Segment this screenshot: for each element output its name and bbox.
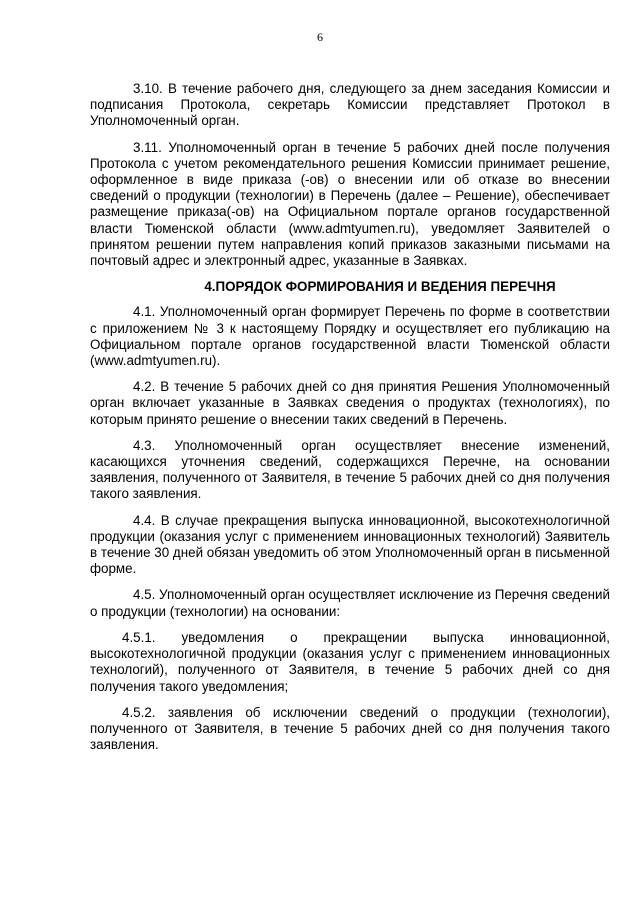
paragraph-4-4: 4.4. В случае прекращения выпуска инновационной, высокотехнологичной продукции (оказания услуг с применением инновационных технологий) Заявитель в течение 30 дней обязан уведомить об этом Уполномоченный орган в письменной форме. — [90, 512, 610, 577]
paragraph-4-2: 4.2. В течение 5 рабочих дней со дня принятия Решения Уполномоченный орган включает указанные в Заявках сведения о продуктах (технологиях), по которым принято решение о внесении таких сведений в Перечень. — [90, 379, 610, 427]
paragraph-3-11: 3.11. Уполномоченный орган в течение 5 рабочих дней после получения Протокола с учетом рекомендательного решения Комиссии принимает решение, оформленное в виде приказа (-ов) о внесении или об отказе во внесении сведений о продукции (технологии) в Перечень (далее – Решение), обеспечивает размещение приказа(-ов) на Официальном портале органов государственной власти Тюменской области (www.admtyumen.ru), уведомляет Заявителей о принятом решении путем направления копий приказов заказными письмами на почтовый адрес и электронный адрес, указанные в Заявках. — [90, 139, 610, 269]
paragraph-4-5-2: 4.5.2. заявления об исключении сведений о продукции (технологии), полученного от Заявителя, в течение 5 рабочих дней со дня получения такого заявления. — [90, 704, 610, 753]
section-heading: 4.ПОРЯДОК ФОРМИРОВАНИЯ И ВЕДЕНИЯ ПЕРЕЧНЯ — [204, 279, 556, 295]
page-number: 6 — [317, 30, 323, 44]
paragraph-4-3: 4.3. Уполномоченный орган осуществляет внесение изменений, касающихся уточнения сведений, содержащихся Перечне, на основании заявления, полученного от Заявителя, в течение 5 рабочих дней со дня получения такого заявления. — [90, 437, 610, 502]
paragraph-4-5: 4.5. Уполномоченный орган осуществляет исключение из Перечня сведений о продукции (технологии) на основании: — [90, 587, 611, 619]
paragraph-3-10: 3.10. В течение рабочего дня, следующего за днем заседания Комиссии и подписания Протокола, секретарь Комиссии представляет Протокол в Уполномоченный орган. — [90, 81, 610, 129]
document-body — [90, 81, 610, 763]
paragraph-4-1: 4.1. Уполномоченный орган формирует Перечень по форме в соответствии с приложением № 3 к настоящему Порядку и осуществляет его публикацию на Официальном портале органов государственной власти Тюменской области (www.admtyumen.ru). — [90, 304, 610, 369]
paragraph-4-5-1: 4.5.1. уведомления о прекращении выпуска инновационной, высокотехнологичной продукции (оказания услуг с применением инновационных технологий), полученного от Заявителя, в течение 5 рабочих дней со дня получения такого уведомления; — [90, 629, 610, 694]
